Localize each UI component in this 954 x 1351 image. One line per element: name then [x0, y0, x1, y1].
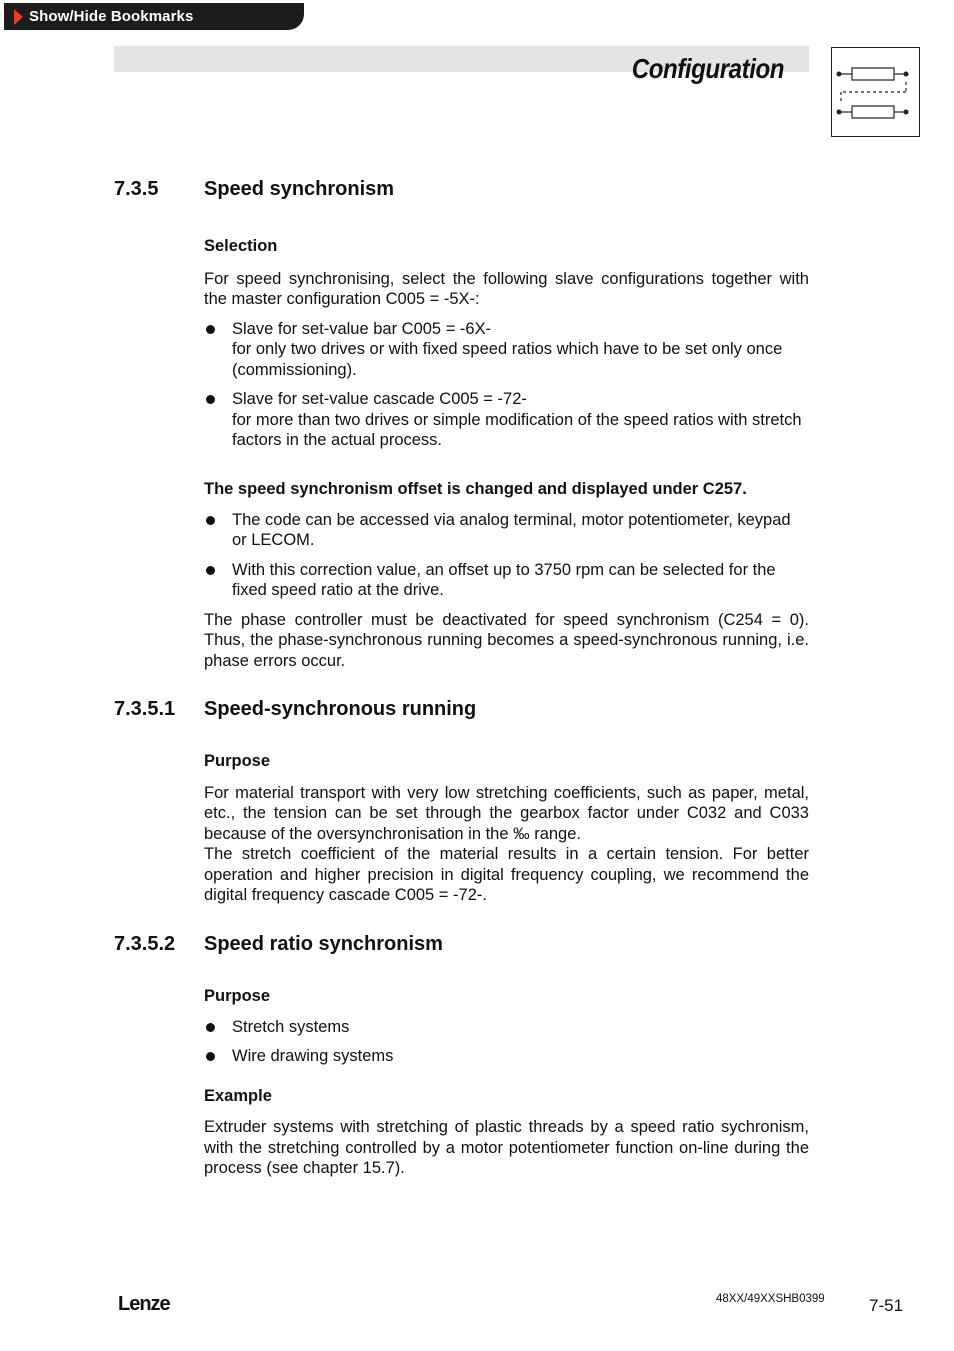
- purpose-block-2: [204, 986, 809, 1179]
- bullet-line: for more than two drives or simple modification of the speed ratios with stretch factors in the actual process.: [232, 410, 802, 449]
- purpose-paragraph: For material transport with very low stretching coefficients, such as paper, metal, etc., the tension can be set through the gearbox factor under C032 and C033 because of the oversynchronisation in the ‰ range.: [204, 783, 809, 843]
- selection-intro: For speed synchronising, select the following slave configurations together with the master configuration C005 = -5X-:: [204, 269, 809, 308]
- section-heading-7-3-5-1: [114, 698, 476, 721]
- bullet-line: Slave for set-value cascade C005 = -72-: [232, 390, 527, 408]
- list-item: [204, 389, 809, 451]
- section-title: Speed ratio synchronism: [204, 933, 443, 955]
- list-item: Wire drawing systems: [204, 1046, 809, 1067]
- list-item: With this correction value, an offset up to 3750 rpm can be selected for the fixed speed ratio at the drive.: [204, 560, 809, 601]
- purpose-block-1: [204, 751, 809, 906]
- section-title: Speed-synchronous running: [204, 698, 477, 720]
- document-id: 48XX/49XXSHB0399: [716, 1293, 825, 1305]
- list-item: The code can be accessed via analog terminal, motor potentiometer, keypad or LECOM.: [204, 510, 809, 551]
- purpose-paragraph: The stretch coefficient of the material results in a certain tension. For better operation and higher precision in digital frequency coupling, we recommend the digital frequency cascade C005 = -72-.: [204, 845, 809, 904]
- section-number: 7.3.5.2: [114, 933, 176, 955]
- example-heading: Example: [204, 1086, 272, 1105]
- selection-heading: Selection: [204, 237, 278, 255]
- lenze-logo: Lenze: [118, 1293, 170, 1315]
- section-number: 7.3.5.1: [114, 698, 176, 720]
- bullet-line: for only two drives or with fixed speed ratios which have to be set only once (commissioning).: [232, 340, 783, 379]
- section-title: Speed synchronism: [204, 178, 395, 200]
- section-number: 7.3.5: [114, 178, 159, 200]
- show-hide-bookmarks-button[interactable]: [4, 3, 304, 30]
- section-heading-7-3-5-2: [114, 933, 443, 956]
- page-title: Configuration: [631, 53, 784, 84]
- example-paragraph: Extruder systems with stretching of plastic threads by a speed ratio sychronism, with the stretching controlled by a motor potentiometer function on-line during the process (see chapter 15.7).: [204, 1118, 809, 1177]
- offset-block: [204, 479, 809, 671]
- section-heading-7-3-5: [114, 178, 394, 201]
- configuration-icon: [831, 47, 920, 137]
- selection-block: [204, 236, 809, 451]
- page-number: 7-51: [869, 1296, 904, 1315]
- offset-heading: The speed synchronism offset is changed and displayed under C257.: [204, 480, 747, 498]
- phase-note: The phase controller must be deactivated for speed synchronism (C254 = 0). Thus, the phase-synchronous running becomes a speed-synchronous running, i.e. phase errors occur.: [204, 610, 809, 670]
- purpose-heading: Purpose: [204, 752, 271, 770]
- list-item: [204, 319, 809, 381]
- triangle-right-icon: [14, 9, 23, 25]
- bullet-line: Slave for set-value bar C005 = -6X-: [232, 319, 492, 338]
- purpose-heading: Purpose: [204, 987, 271, 1005]
- bookmarks-label: Show/Hide Bookmarks: [29, 8, 194, 25]
- list-item: Stretch systems: [204, 1017, 809, 1038]
